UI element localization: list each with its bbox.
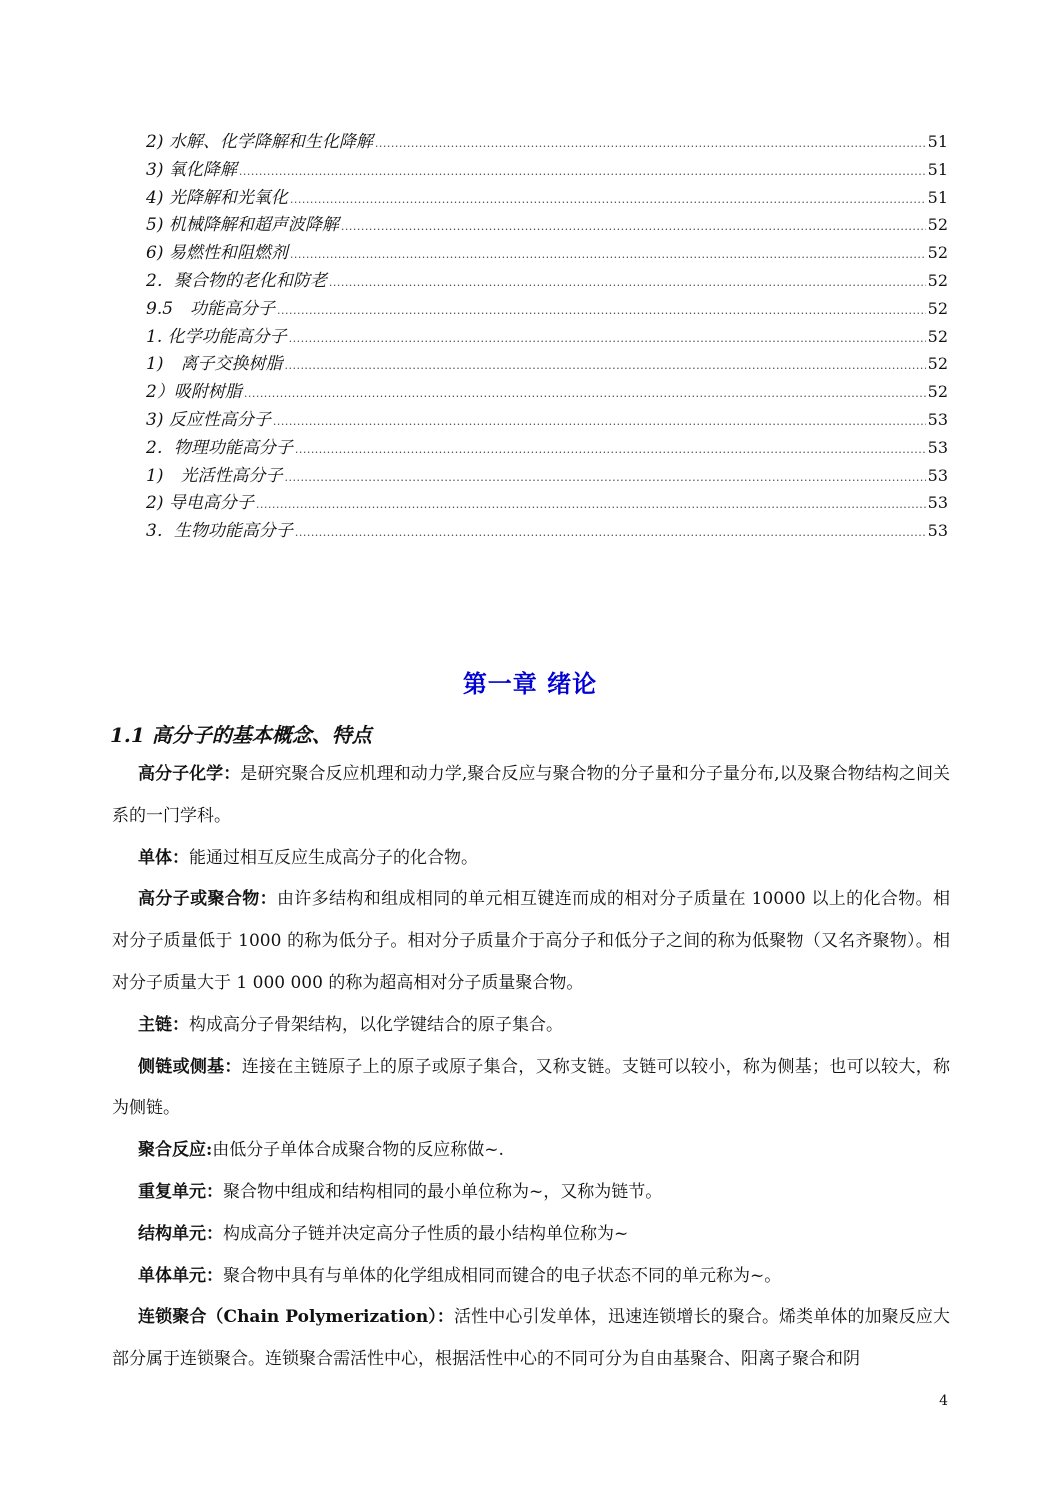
definition-term: 单体： <box>138 847 189 868</box>
toc-entry[interactable] <box>146 239 948 267</box>
definition-paragraph <box>112 1130 950 1172</box>
definition-text: 连接在主链原子上的原子或原子集合，又称支链。支链可以较小，称为侧基；也可以较大，称为侧链。 <box>112 1056 951 1119</box>
toc-entry-page: 52 <box>927 243 948 263</box>
toc-entry-page: 52 <box>927 215 948 235</box>
toc-entry[interactable] <box>146 267 948 295</box>
toc-entry-title: 1. 化学功能高分子 <box>146 326 287 347</box>
definition-text: 是研究聚合反应机理和动力学,聚合反应与聚合物的分子量和分子量分布,以及聚合物结构之间关系的一门学科。 <box>112 764 951 826</box>
toc-entry-page: 52 <box>927 326 948 346</box>
table-of-contents <box>146 128 948 545</box>
toc-leader <box>290 241 926 269</box>
toc-entry-page: 53 <box>927 521 948 541</box>
toc-leader <box>329 269 926 297</box>
toc-entry-title: 6) 易燃性和阻燃剂 <box>146 243 288 264</box>
toc-entry-title: 2．聚合物的老化和防老 <box>146 270 327 291</box>
toc-entry-title: 1) 光活性高分子 <box>146 465 283 486</box>
toc-entry-title: 5) 机械降解和超声波降解 <box>146 215 339 236</box>
toc-entry[interactable] <box>146 295 948 323</box>
definition-text: 由低分子单体合成聚合物的反应称做~. <box>212 1140 504 1161</box>
definition-term: 重复单元： <box>138 1181 223 1202</box>
section-title: 1.1 高分子的基本概念、特点 <box>110 723 372 747</box>
toc-entry[interactable] <box>146 128 948 156</box>
toc-entry-page: 53 <box>927 493 948 513</box>
toc-leader <box>290 186 926 214</box>
definition-paragraph <box>112 1172 950 1214</box>
chapter-title: 第一章 绪论 <box>462 670 598 698</box>
toc-entry-page: 51 <box>927 159 948 179</box>
definition-paragraph <box>112 754 950 838</box>
toc-leader <box>341 213 926 241</box>
toc-entry[interactable] <box>146 156 948 184</box>
definition-paragraph <box>112 838 950 880</box>
definition-term: 单体单元： <box>138 1265 223 1286</box>
toc-entry-page: 53 <box>927 409 948 429</box>
toc-leader <box>295 436 926 464</box>
definition-paragraph <box>112 1256 950 1298</box>
toc-leader <box>289 325 926 353</box>
definition-paragraph <box>112 879 950 1004</box>
toc-leader <box>284 352 925 380</box>
toc-entry-title: 2．物理功能高分子 <box>146 437 293 458</box>
toc-entry-title: 3) 反应性高分子 <box>146 409 271 430</box>
definition-term: 主链： <box>138 1014 189 1035</box>
toc-entry[interactable] <box>146 406 948 434</box>
toc-leader <box>375 130 926 158</box>
definition-term: 连锁聚合（Chain Polymerization）： <box>138 1307 455 1328</box>
toc-leader <box>244 380 926 408</box>
toc-entry-page: 51 <box>927 187 948 207</box>
toc-entry-title: 1) 离子交换树脂 <box>146 354 283 375</box>
toc-entry[interactable] <box>146 462 948 490</box>
toc-entry-page: 52 <box>927 382 948 402</box>
definition-text: 聚合物中具有与单体的化学组成相同而键合的电子状态不同的单元称为~。 <box>223 1265 782 1286</box>
toc-entry-page: 51 <box>927 132 948 151</box>
toc-entry-title: 2）吸附树脂 <box>146 382 242 403</box>
definition-term: 聚合反应: <box>138 1140 213 1161</box>
toc-leader <box>239 158 926 186</box>
toc-leader <box>295 519 926 547</box>
definition-paragraph <box>112 1214 950 1256</box>
toc-leader <box>256 491 926 519</box>
toc-entry[interactable] <box>146 517 948 545</box>
toc-leader <box>284 464 925 492</box>
toc-entry-title: 3．生物功能高分子 <box>146 521 293 542</box>
toc-entry[interactable] <box>146 489 948 517</box>
body-text <box>112 754 950 1381</box>
toc-entry[interactable] <box>146 211 948 239</box>
toc-entry-page: 52 <box>927 298 948 318</box>
page-number: 4 <box>939 1393 948 1409</box>
toc-entry-title: 3) 氧化降解 <box>146 159 237 180</box>
definition-text: 构成高分子骨架结构，以化学键结合的原子集合。 <box>189 1014 563 1035</box>
definition-paragraph <box>112 1297 950 1381</box>
toc-entry[interactable] <box>146 350 948 378</box>
definition-term: 高分子化学： <box>138 764 241 784</box>
definition-term: 结构单元： <box>138 1223 223 1244</box>
definition-text: 构成高分子链并决定高分子性质的最小结构单位称为~ <box>223 1223 629 1244</box>
toc-entry[interactable] <box>146 323 948 351</box>
definition-paragraph <box>112 1047 950 1131</box>
toc-entry-page: 53 <box>927 465 948 485</box>
definition-term: 高分子或聚合物： <box>138 889 277 910</box>
definition-text: 活性中心引发单体，迅速连锁增长的聚合。烯类单体的加聚反应大部分属于连锁聚合。连锁聚合需活性中心，根据活性中心的不同可分为自由基聚合、阳离子聚合和阴 <box>112 1307 951 1370</box>
toc-entry-title: 2) 导电高分子 <box>146 493 254 514</box>
definition-text: 由许多结构和组成相同的单元相互键连而成的相对分子质量在 10000 以上的化合物。相对分子质量低于 1000 的称为低分子。相对分子质量介于高分子和低分子之间的称为低聚物（又名齐聚物）。相对分子质量大于 1 000 000 的称为超高相对分子质量聚合物。 <box>112 889 951 993</box>
toc-entry-page: 52 <box>927 270 948 290</box>
definition-text: 聚合物中组成和结构相同的最小单位称为~，又称为链节。 <box>223 1181 663 1202</box>
toc-entry-title: 2) 水解、化学降解和生化降解 <box>146 132 373 152</box>
toc-leader <box>277 297 926 325</box>
toc-entry[interactable] <box>146 378 948 406</box>
toc-leader <box>273 408 926 436</box>
definition-paragraph <box>112 1005 950 1047</box>
toc-entry-title: 9.5 功能高分子 <box>146 298 276 319</box>
definition-text: 能通过相互反应生成高分子的化合物。 <box>189 847 478 868</box>
toc-entry[interactable] <box>146 434 948 462</box>
toc-entry-title: 4) 光降解和光氧化 <box>146 187 288 208</box>
toc-entry-page: 52 <box>927 354 948 374</box>
toc-entry[interactable] <box>146 184 948 212</box>
toc-entry-page: 53 <box>927 437 948 457</box>
definition-term: 侧链或侧基： <box>138 1056 242 1077</box>
